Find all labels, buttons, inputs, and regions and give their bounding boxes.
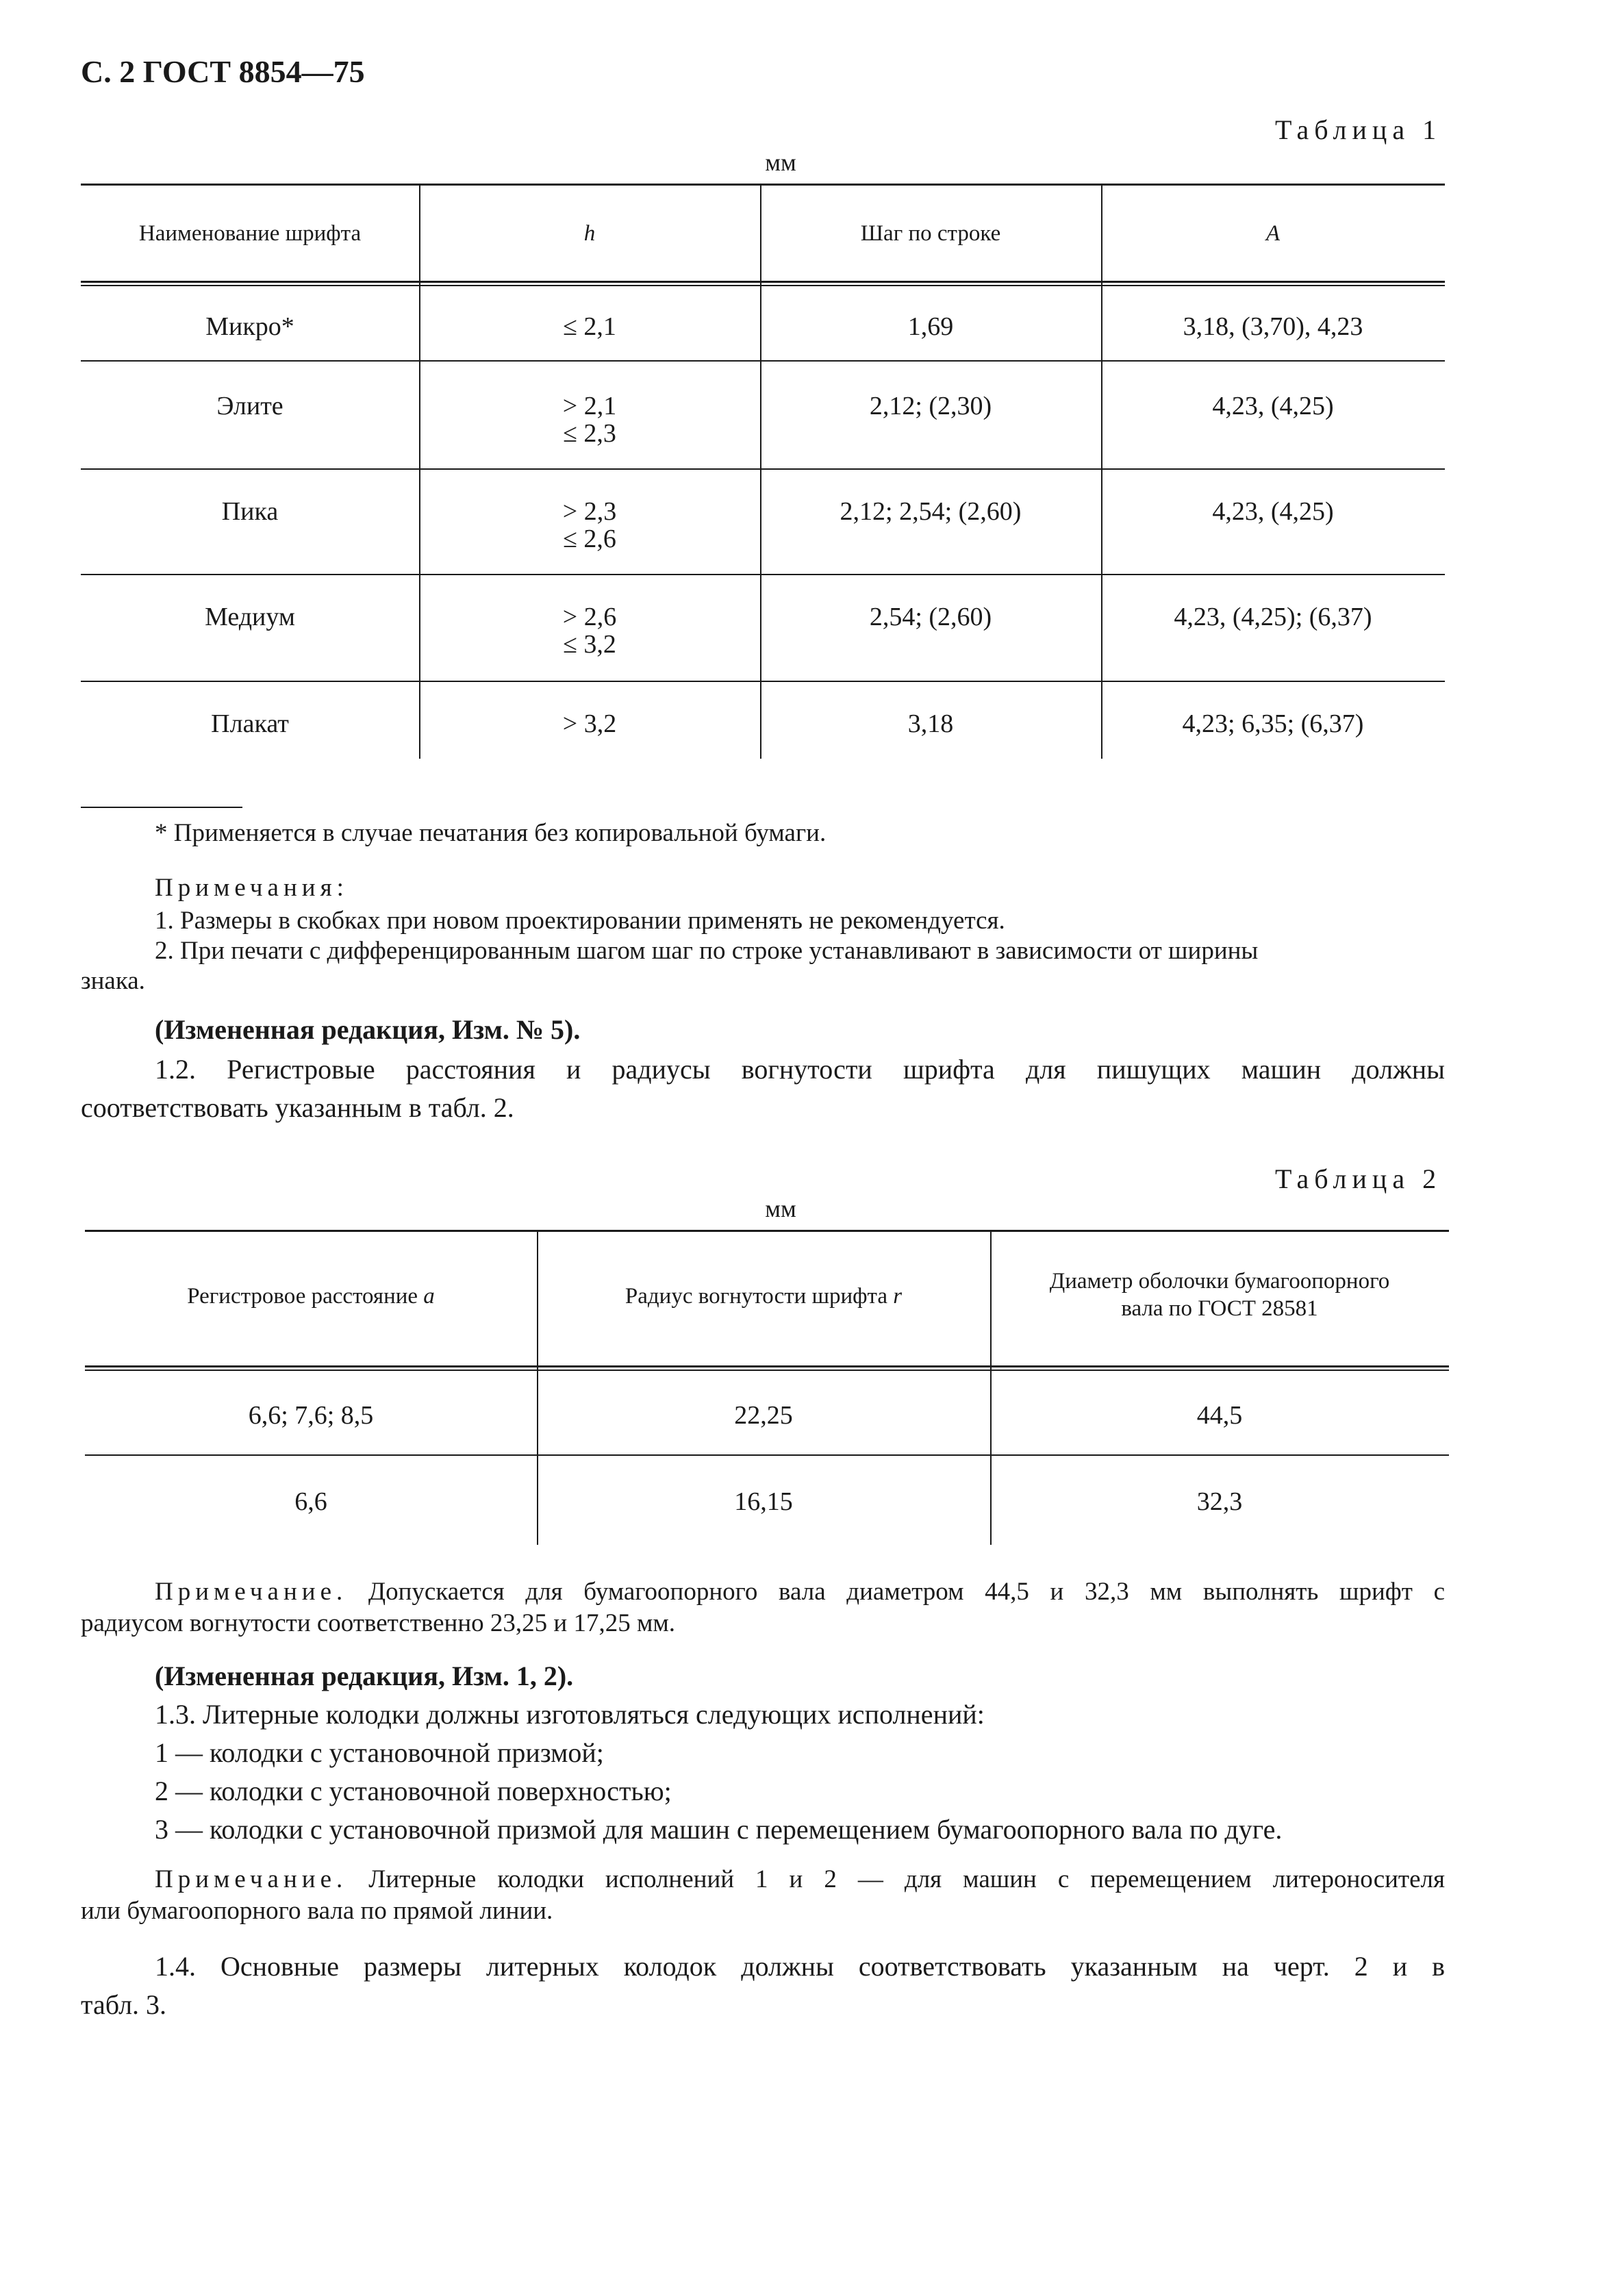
paragraph-1-4-line1: 1.4. Основные размеры литерных колодок должны соответствовать указанным на черт. 2 и в <box>155 1951 1445 1982</box>
table1-cell-a: 4,23, (4,25); (6,37) <box>1174 603 1372 631</box>
table1-header-border-2 <box>81 285 1445 286</box>
table1-cell-h: ≤ 2,6 <box>563 525 616 553</box>
revision-note: (Измененная редакция, Изм. 1, 2). <box>155 1661 574 1691</box>
table1-header-name: Наименование шрифта <box>138 221 362 246</box>
table1-units: мм <box>765 149 796 176</box>
paragraph-1-2-line2: соответствовать указанным в табл. 2. <box>81 1092 514 1123</box>
paragraph-1-3-item: 2 — колодки с установочной поверхностью; <box>155 1776 672 1806</box>
table2-cell-radius: 22,25 <box>734 1401 793 1430</box>
revision-note: (Измененная редакция, Изм. № 5). <box>155 1014 581 1045</box>
table1-row-divider <box>81 574 1445 575</box>
notes1-item: 1. Размеры в скобках при новом проектировании применять не рекомендуется. <box>155 907 1005 935</box>
table2-top-border <box>85 1230 1449 1232</box>
table1-row-divider <box>81 360 1445 362</box>
footnote: * Применяется в случае печатания без копировальной бумаги. <box>155 819 827 847</box>
table2-cell-diameter: 32,3 <box>1196 1487 1243 1516</box>
table1-cell-step: 2,12; 2,54; (2,60) <box>840 497 1022 526</box>
table2-header-border-2 <box>85 1370 1449 1371</box>
notes1-item: 2. При печати с дифференцированным шагом шаг по строке устанавливают в зависимости от ширины <box>155 937 1259 965</box>
footnote-rule <box>81 807 242 808</box>
table1-cell-name: Плакат <box>211 709 289 738</box>
table1-col-divider <box>1101 184 1102 759</box>
table2-header-diameter-line2: вала по ГОСТ 28581 <box>1121 1296 1318 1321</box>
table1-cell-h: ≤ 3,2 <box>563 630 616 659</box>
paragraph-1-2-line1: 1.2. Регистровые расстояния и радиусы вогнутости шрифта для пишущих машин должны <box>155 1054 1445 1085</box>
table1-cell-a: 3,18, (3,70), 4,23 <box>1183 312 1363 341</box>
paragraph-1-3-item: 1 — колодки с установочной призмой; <box>155 1737 604 1768</box>
table1-cell-name: Пика <box>221 497 279 526</box>
table1-cell-step: 1,69 <box>907 312 954 341</box>
table2-cell-register: 6,6 <box>294 1487 327 1516</box>
table1-cell-name: Элите <box>216 392 283 420</box>
note3-line2: или бумагоопорного вала по прямой линии. <box>81 1897 553 1925</box>
note2-line2: радиусом вогнутости соответственно 23,25 и 17,25 мм. <box>81 1609 676 1637</box>
table1-cell-name: Медиум <box>205 603 295 631</box>
table2-cell-radius: 16,15 <box>734 1487 793 1516</box>
table1-top-border <box>81 184 1445 186</box>
table1-cell-h: ≤ 2,1 <box>563 312 616 341</box>
table2-header-border <box>85 1365 1449 1367</box>
note2-line1: Примечание. Допускается для бумагоопорного вала диаметром 44,5 и 32,3 мм выполнять шрифт с <box>155 1578 1445 1606</box>
table1-row-divider <box>81 681 1445 682</box>
table1-header-h: h <box>583 221 596 246</box>
table2-units: мм <box>765 1195 796 1222</box>
table1-header-step: Шаг по строке <box>860 221 1001 246</box>
table1-caption: Таблица 1 <box>1275 114 1442 145</box>
note3-line1: Примечание. Литерные колодки исполнений 1 и 2 — для машин с перемещением литероносителя <box>155 1865 1445 1893</box>
table2-caption: Таблица 2 <box>1275 1163 1442 1194</box>
table1-cell-a: 4,23, (4,25) <box>1212 497 1334 526</box>
table2-header-radius: Радиус вогнутости шрифта r <box>625 1284 903 1309</box>
notes1-item: знака. <box>81 967 145 995</box>
table1-cell-h: > 2,1 <box>562 392 617 420</box>
table1-cell-step: 2,12; (2,30) <box>869 392 992 420</box>
table1-cell-name: Микро* <box>205 312 294 341</box>
table2-cell-diameter: 44,5 <box>1196 1401 1243 1430</box>
page-header: С. 2 ГОСТ 8854—75 <box>81 54 365 89</box>
table1-cell-h: > 3,2 <box>562 709 617 738</box>
table1-cell-step: 2,54; (2,60) <box>869 603 992 631</box>
table2-row-divider <box>85 1454 1449 1456</box>
table1-cell-h: > 2,3 <box>562 497 617 526</box>
table1-cell-a: 4,23; 6,35; (6,37) <box>1182 709 1364 738</box>
table1-cell-step: 3,18 <box>907 709 954 738</box>
paragraph-1-3-item: 3 — колодки с установочной призмой для машин с перемещением бумагоопорного вала по дуге. <box>155 1814 1283 1845</box>
table2-header-register: Регистровое расстояние a <box>187 1284 435 1309</box>
notes1-title: Примечания: <box>155 874 349 902</box>
table1-col-divider <box>760 184 761 759</box>
table2-cell-register: 6,6; 7,6; 8,5 <box>248 1401 374 1430</box>
paragraph-1-4-line2: табл. 3. <box>81 1989 167 2020</box>
table1-cell-h: > 2,6 <box>562 603 617 631</box>
table1-cell-h: ≤ 2,3 <box>563 419 616 448</box>
paragraph-1-3-intro: 1.3. Литерные колодки должны изготовляться следующих исполнений: <box>155 1699 985 1730</box>
table1-cell-a: 4,23, (4,25) <box>1212 392 1334 420</box>
table1-row-divider <box>81 468 1445 470</box>
table1-col-divider <box>419 184 420 759</box>
table1-header-border <box>81 281 1445 283</box>
table2-header-diameter-line1: Диаметр оболочки бумагоопорного <box>1049 1269 1390 1294</box>
table1-header-a: A <box>1265 221 1281 246</box>
